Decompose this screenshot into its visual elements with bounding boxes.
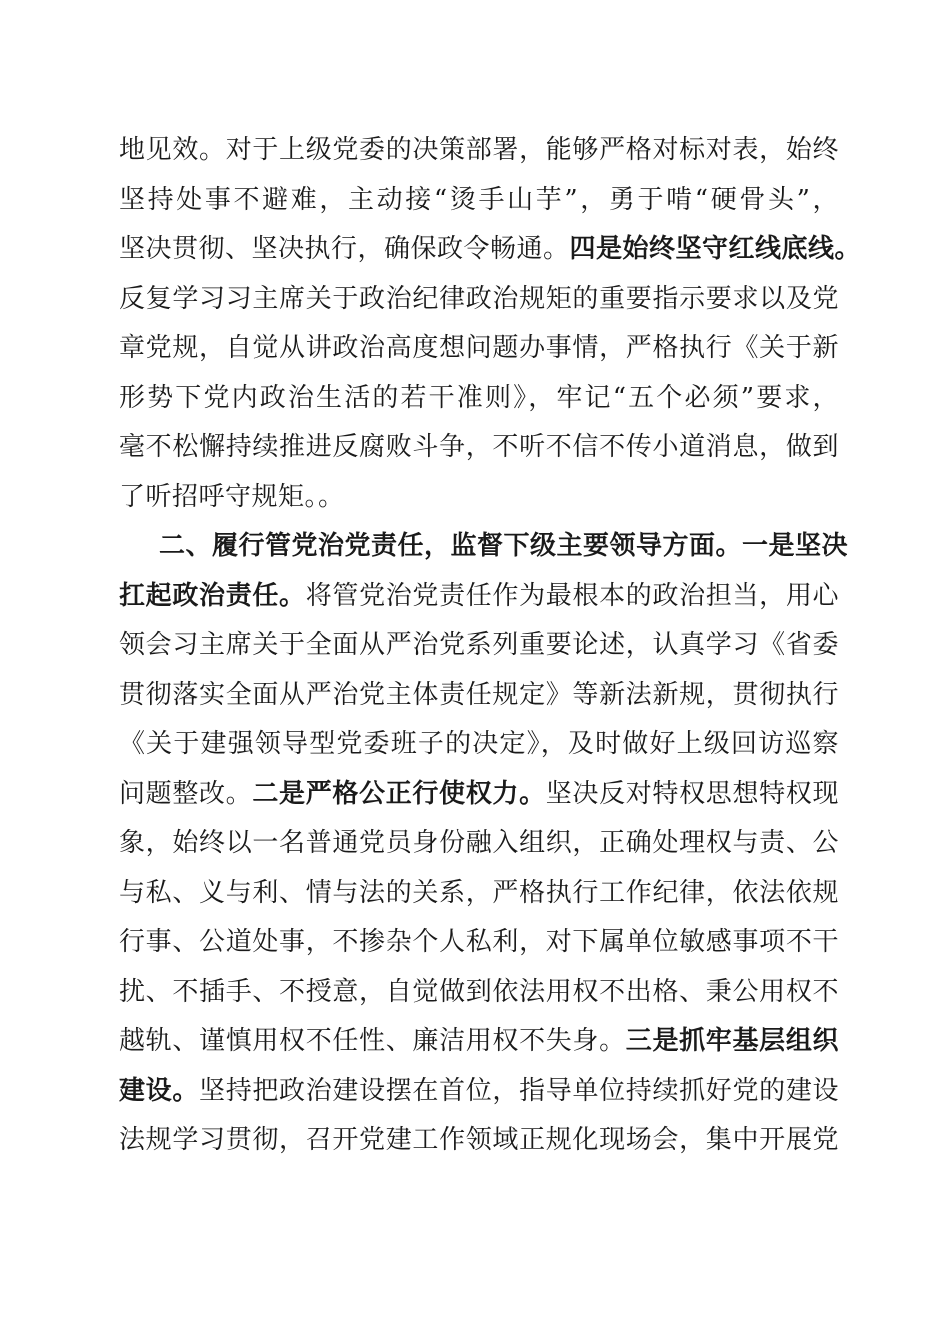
body-text-segment: 章党规，自觉从讲政治高度想问题办事情，严格执行《关于新 [119,333,839,363]
body-text-segment: 法规学习贯彻，召开党建工作领域正规化现场会，集中开展党 [119,1125,839,1155]
body-text-segment: 越轨、谨慎用权不任性、廉洁用权不失身。 [119,1026,626,1056]
bold-heading-text: 二、履行管党治党责任，监督下级主要领导方面。一是坚决 [159,531,849,561]
body-text-segment: 贯彻落实全面从严治党主体责任规定》等新法新规，贯彻执行 [119,679,839,710]
text-line [119,671,839,721]
text-line [119,819,839,869]
text-line [119,225,862,275]
body-text-segment: 领会习主席关于全面从严治党系列重要论述，认真学习《省委 [119,630,839,660]
text-line [119,324,839,374]
text-line [119,1067,839,1117]
bold-heading-text: 四是始终坚守红线底线。 [569,234,862,264]
body-text-segment: 与私、义与利、情与法的关系，严格执行工作纪律，依法依规 [119,877,839,908]
body-text-segment: 坚决贯彻、坚决执行，确保政令畅通。 [119,234,570,264]
text-line [119,374,839,424]
text-line [119,720,839,770]
text-line [119,176,839,226]
text-line [119,621,839,671]
body-text-segment: 坚持把政治建设摆在首位，指导单位持续抓好党的建设 [199,1075,839,1106]
body-text-segment: 扰、不插手、不授意，自觉做到依法用权不出格、秉公用权不 [119,976,839,1007]
text-line [119,968,839,1018]
body-text-segment: 行事、公道处事，不掺杂个人私利，对下属单位敏感事项不干 [119,927,839,957]
text-line [119,572,839,622]
body-text-segment: 坚持处事不避难，主动接“烫手山芋”，勇于啃“硬骨头”， [119,184,839,215]
body-text-segment: 地见效。对于上级党委的决策部署，能够严格对标对表，始终 [119,135,839,165]
text-line [119,275,839,325]
bold-heading-text: 扛起政治责任。 [119,580,306,611]
text-line [119,1017,839,1067]
bold-heading-text: 二是严格公正行使权力。 [252,778,546,809]
body-text [119,126,862,1166]
body-text-segment: 毫不松懈持续推进反腐败斗争，不听不信不传小道消息，做到 [119,432,839,462]
text-line [119,770,839,820]
text-line [119,918,839,968]
body-text-segment: 坚决反对特权思想特权现 [545,778,839,809]
body-text-segment: 形势下党内政治生活的若干准则》，牢记“五个必须”要求， [119,382,839,413]
body-text-segment: 了听招呼守规矩。。 [119,481,345,512]
body-text-segment: 问题整改。 [119,778,253,809]
text-line [119,522,849,572]
body-text-segment: 将管党治党责任作为最根本的政治担当，用心 [305,580,839,611]
text-line [119,473,839,523]
text-line [119,869,839,919]
bold-heading-text: 三是抓牢基层组织 [625,1026,839,1056]
body-text-segment: 象，始终以一名普通党员身份融入组织，正确处理权与责、公 [119,828,839,858]
body-text-segment: 《关于建强领导型党委班子的决定》，及时做好上级回访巡察 [119,729,839,759]
bold-heading-text: 建设。 [119,1075,200,1106]
body-text-segment: 反复学习习主席关于政治纪律政治规矩的重要指示要求以及党 [119,283,839,314]
text-line [119,423,839,473]
text-line [119,126,839,176]
text-line [119,1116,839,1166]
